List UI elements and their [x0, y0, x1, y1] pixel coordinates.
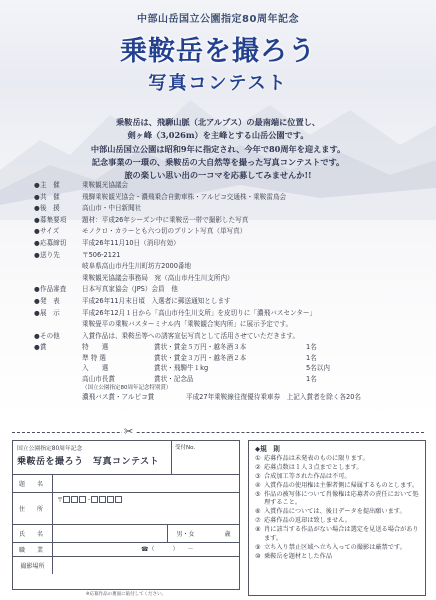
zip-code-field[interactable]: 〒 - [57, 495, 123, 504]
detail-key: 募集要項 [40, 215, 67, 224]
rule-text: 応募作品の返却は致しません。 [264, 517, 351, 525]
intro-line: 記念事業の一環の、乗鞍岳の大自然等を撮った写真コンテストです。 [91, 156, 345, 167]
detail-row [34, 250, 414, 285]
bullet-icon: ● [34, 238, 40, 247]
rule-item: ⑦ 応募作品の返却は致しません。 [255, 517, 351, 525]
detail-value: 平成26年11月末日頃 入選者に郵送通知とします [82, 296, 231, 305]
scissors-icon: ✂ [124, 425, 134, 438]
intro-line: 乗鞍岳は、飛騨山脈（北アルプス）の最南端に位置し、 [115, 117, 321, 127]
detail-value: 日本写真家協会（JPS）会員 他 [82, 285, 178, 294]
form-label: 撮影場所 [13, 557, 53, 574]
detail-value: 乗鞍畳平の乗鞍バスターミナル内「乗鞍観合実内所」に展示予定です。 [82, 320, 293, 329]
form-label: 氏 名 [13, 525, 53, 542]
rule-text: 応募作品は未発表のものに限ります。 [264, 454, 369, 462]
detail-key: サイズ [40, 227, 60, 236]
detail-key: その他 [40, 331, 60, 340]
receipt-label: 受付No. [175, 445, 196, 451]
form-title: 乗鞍岳を撮ろう 写真コンテスト [17, 457, 160, 467]
detail-key: 発 表 [40, 296, 60, 305]
sex-label: 男・女 [176, 531, 195, 538]
prize-name: 高山市長賞 [82, 374, 115, 383]
detail-row [34, 331, 414, 343]
detail-row [34, 180, 414, 192]
rule-item: ③ 合成加工等された作品は不可。 [255, 472, 351, 480]
place-field[interactable] [53, 557, 239, 574]
bullet-icon: ● [34, 343, 40, 352]
contest-details [34, 180, 414, 402]
job-field[interactable] [53, 543, 239, 556]
poster-title: 乗鞍岳を撮ろう [120, 36, 316, 67]
rule-text: 乗鞍岳を題材とした作品 [264, 552, 333, 560]
detail-value: 乗鞍観光協議会 [82, 181, 129, 189]
prize-count: 5名以内 [306, 364, 330, 373]
prize-note: （国立公園指定80周年記念特別賞） [82, 384, 172, 391]
cut-line [12, 432, 424, 433]
form-footer-note: ※応募作品の裏面に貼付してください。 [85, 592, 167, 597]
prize-name: 特 選 [82, 343, 109, 352]
poster-subtitle: 中部山岳国立公園指定80周年記念 [137, 14, 299, 25]
rule-item: ⑥ 入賞作品については、後日データを提出願います。 [255, 508, 406, 516]
prize-reward: 賞状・記念品 [154, 374, 194, 383]
prize-extra-name: 濃飛バス賞・アルピコ賞 [82, 392, 155, 401]
title-field[interactable] [53, 475, 239, 492]
intro-line: 旅の楽しい思い出の一コマを応募してみませんか!! [124, 170, 312, 181]
form-header [13, 441, 239, 475]
detail-row [34, 203, 414, 215]
prize-name: 入 選 [82, 364, 109, 373]
form-label: 職 業 [13, 543, 53, 556]
detail-value: 〒506-2121 [82, 250, 121, 259]
intro-line: 中部山岳国立公園は昭和9年に指定され、今年で80周年を迎えます。 [90, 143, 346, 154]
detail-value: 平成26年11月10日（消印有効） [82, 238, 180, 247]
detail-key: 後 援 [40, 204, 60, 213]
bullet-icon: ● [34, 296, 40, 305]
bullet-icon: ● [34, 215, 40, 224]
intro-line: 剣ヶ峰（3,026m）を主峰とする山岳公園です。 [127, 130, 309, 141]
rule-text: 合成加工等された作品は不可。 [264, 472, 351, 480]
rule-item: ⑧ 肖に該当する作品がない場合は選定を見送る場合があります。 [255, 526, 419, 543]
bullet-icon: ● [34, 227, 40, 236]
prize-reward: 賞状・賞金３万円・越冬酒２本 [154, 353, 247, 362]
rule-item: ⑤ 作品の被写体について肖像権は応募者の責任において処理すること。 [255, 490, 419, 507]
rule-item: ⑨ 立ち入り禁止区域へ立ち入っての撮影は厳禁です。 [255, 543, 406, 551]
age-label: 歳 [224, 531, 231, 538]
bullet-icon: ● [34, 250, 40, 259]
prize-reward: 賞状・賞金５万円・越冬酒３本 [154, 343, 247, 352]
rules-box [248, 440, 426, 596]
form-org: 国立公園指定80周年記念 [17, 446, 83, 452]
bullet-icon: ● [34, 331, 40, 340]
form-row-place [13, 557, 239, 574]
poster-title-sub: 写真コンテスト [148, 73, 288, 94]
address-field[interactable] [53, 493, 239, 524]
phone-field[interactable]: ☎（ ） － [141, 546, 194, 553]
detail-key: 応募締切 [40, 238, 67, 247]
prize-count: 1名 [306, 374, 317, 383]
detail-key: 共 催 [40, 192, 60, 201]
rules-title: ◆規 則 [255, 445, 280, 453]
receipt-number-field[interactable] [171, 441, 239, 474]
rule-text: 入賞作品については、後日データを提出願います。 [264, 508, 406, 516]
form-row-job [13, 543, 239, 557]
bullet-icon: ● [34, 204, 40, 213]
rule-item: ④ 入賞作品の使用権は主催者側に帰属するものとします。 [255, 481, 419, 489]
form-row-name [13, 525, 239, 543]
sex-age-field[interactable] [167, 525, 239, 542]
detail-row [34, 296, 414, 308]
form-row-address [13, 493, 239, 525]
detail-key: 主 催 [40, 181, 60, 189]
poster-header [0, 8, 436, 95]
rule-text: 入賞作品の使用権は主催者側に帰属するものとします。 [264, 481, 419, 489]
rule-text: 作品の被写体について肖像権は応募者の責任において処理すること。 [264, 490, 419, 507]
detail-row [34, 215, 414, 227]
detail-key: 作品審査 [40, 285, 67, 294]
prize-table [82, 342, 414, 384]
rule-item: ② 応募点数は１人３点までとします。 [255, 463, 363, 471]
detail-key: 展 示 [40, 308, 60, 317]
detail-row [34, 192, 414, 204]
form-row-title [13, 475, 239, 493]
detail-value: モノクロ・カラーとも六つ切のプリント写真（単写真） [82, 227, 247, 236]
prize-count: 1名 [306, 353, 317, 362]
detail-row [34, 308, 414, 331]
prize-extra-detail: 平成27年乗鞍線往復優待乗車券 上記入賞者を除く各20名 [186, 392, 362, 401]
prize-row [34, 342, 414, 402]
rule-text: 応募点数は１人３点までとします。 [264, 463, 363, 471]
detail-key: 賞 [40, 343, 47, 352]
rule-text: 立ち入り禁止区域へ立ち入っての撮影は厳禁です。 [264, 543, 406, 551]
detail-value: 平成26年12月１日から「高山市丹生川支所」を皮切りに「濃飛バスセンター」 [82, 308, 317, 317]
detail-value: 題材：平成26年シーズン中に乗鞍岳一帯で撮影した写真 [82, 215, 249, 224]
detail-value: 飛騨乗鞍観光協会・濃飛乗合自動車株・アルピコ交通株・乗鞍雷鳥会 [82, 192, 287, 201]
bullet-icon: ● [34, 285, 40, 294]
detail-row [34, 284, 414, 296]
rule-item: ① 応募作品は未発表のものに限ります。 [255, 454, 369, 462]
detail-row [34, 226, 414, 238]
detail-value: 入賞作品は、乗鞍岳等への誘客宣伝写真として活用させていただきます。 [82, 331, 300, 340]
entry-form [12, 440, 240, 590]
bullet-icon: ● [34, 308, 40, 317]
rule-item: ⑩ 乗鞍岳を題材とした作品 [255, 552, 333, 560]
form-label: 題 名 [13, 475, 53, 492]
prize-reward: 賞状・飛騨牛１kg [154, 364, 209, 373]
bullet-icon: ● [34, 192, 40, 201]
prize-extra [82, 392, 414, 402]
prize-count: 1名 [306, 343, 317, 352]
bullet-icon: ● [34, 181, 40, 189]
detail-key: 送り先 [40, 250, 60, 259]
form-label: 住 所 [13, 493, 53, 524]
zip-prefix: 〒 [57, 497, 64, 504]
rule-text: 肖に該当する作品がない場合は選定を見送る場合があります。 [264, 526, 419, 543]
detail-value: 乗鞍観光協議会事務局 宛（高山市丹生川支所内） [82, 273, 234, 282]
detail-value: 高山市・中日新聞社 [82, 204, 142, 213]
intro-text [0, 116, 436, 182]
prize-name: 準 特 選 [82, 353, 106, 362]
name-field[interactable] [53, 525, 239, 542]
detail-row [34, 238, 414, 250]
detail-value: 岐阜県高山市丹生川町坊方2000番地 [82, 262, 192, 271]
